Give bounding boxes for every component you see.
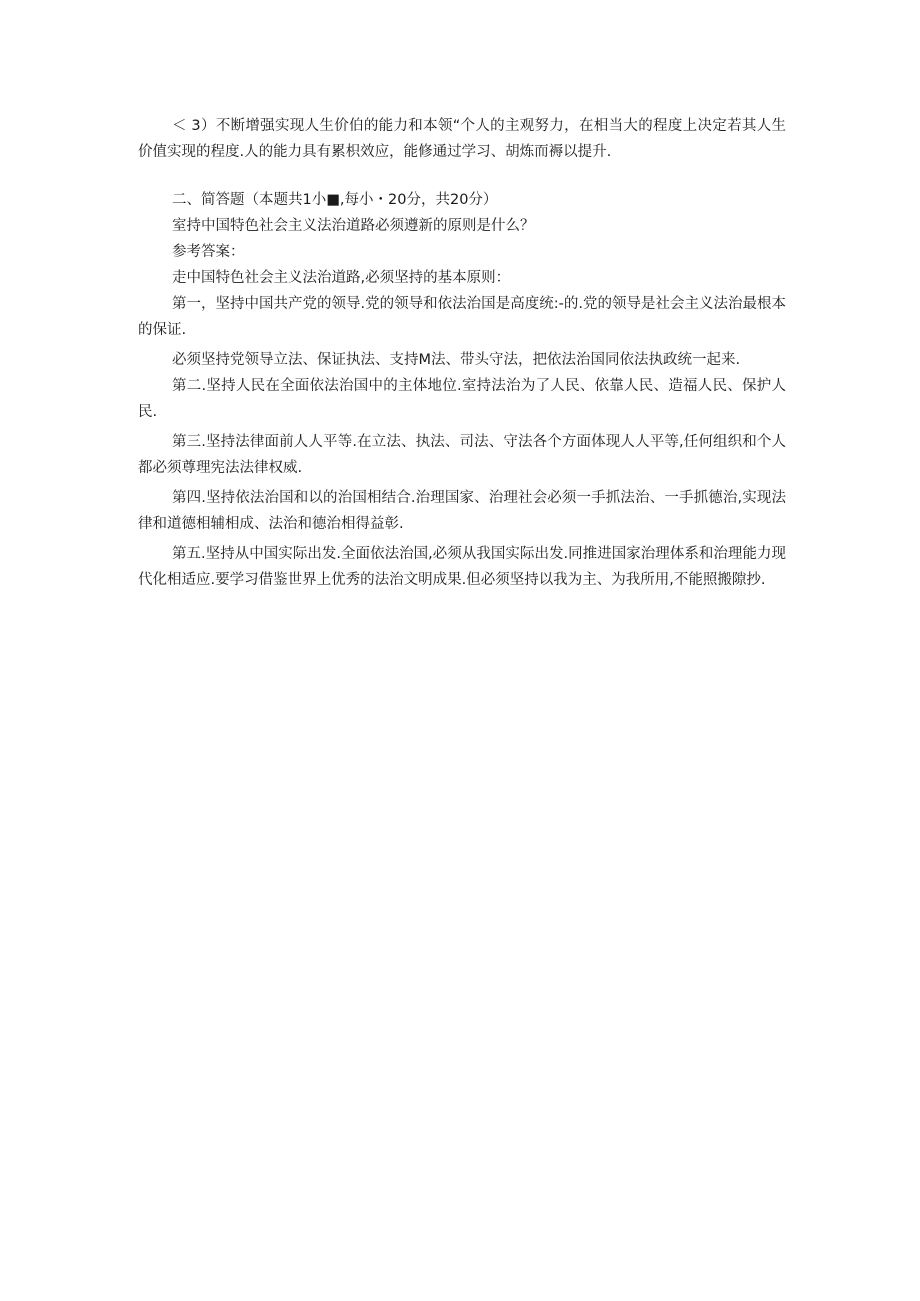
document-body [138,113,786,593]
principle-fourth: 第四.坚持依法治国和以的治国相结合.治理国家、治理社会必须一手抓法治、一手抓德治,实现法律和道德相辅相成、法治和德治相得益彰. [138,490,786,532]
principle-second: 第二.坚持人民在全面依法治国中的主体地位.室持法治为了人民、依靠人民、造福人民、保护人民. [138,378,786,420]
paragraph-ability: ＜ 3）不断增强实现人生价伯的能力和本领“个人的主观努力，在相当大的程度上决定若其人生价值实现的程度.人的能力具有累枳效应，能修通过学习、胡炼而褥以提升. [138,118,786,160]
principle-first-detail: 必须坚持党领导立法、保证执法、支持M法、带头守法，把依法治国同依法执政统一起来. [172,352,741,368]
principle-first: 第一，坚持中国共产党的领导.党的领导和依法治国是高度统:-的.党的领导是社会主义法治最根本的保证. [138,296,786,338]
principle-fifth: 第五.坚持从中国实际出发.全面依法治国,必须从我国实际出发.同推进国家治理体系和治理能力现代化相适应.要学习借鉴世界上优秀的法治文明成果.但必须坚持以我为主、为我所用,不能照搬隙抄. [138,546,786,588]
answer-label: 参考答案： [172,244,245,260]
section-heading: 二、简答题（本题共1小■,每小・20分，共20分） [172,192,498,208]
answer-intro: 走中国特色社会主义法治道路,必须坚持的基本原则： [172,270,511,286]
question-text: 室持中国特色社会主义法治道路必须遵新的原则是什么？ [172,218,535,234]
principle-third: 第三.坚持法律面前人人平等.在立法、执法、司法、守法各个方面体现人人平等,任何组织和个人都必须尊理宪法法律权威. [138,434,786,476]
